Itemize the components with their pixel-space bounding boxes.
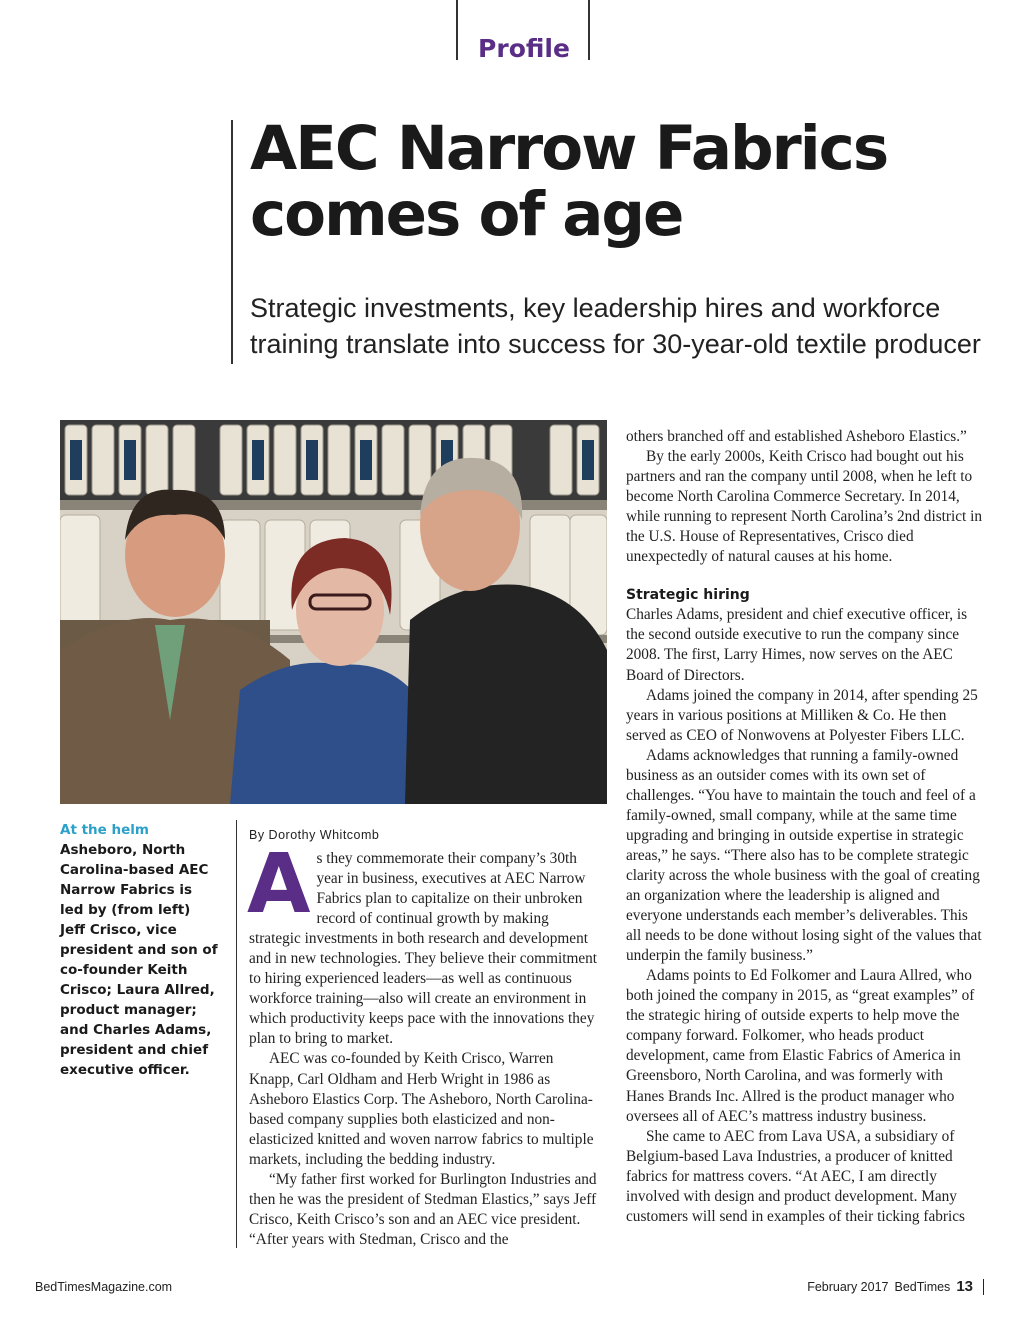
byline: By Dorothy Whitcomb [249,828,380,842]
paragraph [247,837,601,1049]
paragraph: Adams joined the company in 2014, after spending 25 years in various positions at Milliken & Co. He then served as CEO of Nonwovens at Polyester Fibers LLC. [626,686,978,744]
footer-folio [807,1278,984,1295]
headline-line-2: comes of age [250,179,683,250]
subheadline-line-1: Strategic investments, key leadership hires and workforce [250,293,941,323]
paragraph-text: s they commemorate their company’s 30th year in business, executives at AEC Narrow Fabrics plan to capitalize on their unbroken record of continual growth by making strategic investments in both research and development and in new technologies. They believe their commitment to hiring experienced leaders—as well as continuous workforce training—also will create an environment in which productivity keeps pace with the innovations they plan to bring to market. [249,850,598,1048]
footer-magazine: BedTimes [894,1279,951,1294]
page-number: 13 [956,1278,973,1295]
footer-site: BedTimesMagazine.com [35,1280,173,1294]
article-column-middle [247,837,601,1250]
headline [250,113,1020,250]
headline-line-1: AEC Narrow Fabrics [250,113,888,184]
dropcap: A [247,837,311,932]
paragraph: By the early 2000s, Keith Crisco had bought out his partners and ran the company until 2008, when he left to become North Carolina Commerce Secretary. In 2014, while running to represent North Carolina’s 2nd district in the U.S. House of Representatives, Crisco died unexpectedly of natural causes at his home. [626,448,983,566]
section-label: Profile [478,34,570,63]
headline-rule [231,120,233,364]
section-rule-right [588,0,590,60]
caption-lead: At the helm [60,822,149,838]
paragraph: Charles Adams, president and chief executive officer, is the second outside executive to run the company since 2008. The first, Larry Himes, now serves on the AEC Board of Directors. [626,606,968,684]
photo-caption [60,820,220,1080]
paragraph: Adams points to Ed Folkomer and Laura Allred, who both joined the company in 2015, as “great examples” of the strategic hiring of outside experts to help move the company forward. Folkomer, who heads product development, came from Elastic Fabrics of America in Greensboro, North Carolina, and was formerly with Hanes Brands Inc. Allred is the product manager who oversees all of AEC’s mattress industry business. [626,967,975,1125]
subheadline [250,290,1020,362]
article-column-right [626,427,982,1227]
caption-text: Asheboro, North Carolina-based AEC Narrow Fabrics is led by (from left) Jeff Crisco, vice president and son of co-founder Keith Crisco; Laura Allred, product manager; and Charles Adams, president and chief executive officer. [60,842,218,1078]
article-photo [60,420,607,804]
paragraph: “My father first worked for Burlington Industries and then he was the president of Stedman Elastics,” says Jeff Crisco, Keith Crisco’s son and an AEC vice president. “After years with Stedman, Crisco and the [249,1170,597,1248]
paragraph: AEC was co-founded by Keith Crisco, Warren Knapp, Carl Oldham and Herb Wright in 1986 as Asheboro Elastics Corp. The Asheboro, North Carolina-based company supplies both elasticized and non-elasticized knitted and woven narrow fabrics to multiple markets, including the bedding industry. [249,1050,594,1168]
paragraph: others branched off and established Asheboro Elastics.” [626,428,967,445]
footer-bar [983,1279,984,1295]
footer-issue: February 2017 [807,1279,889,1294]
subheadline-line-2: training translate into success for 30-year-old textile producer [250,329,981,359]
section-rule-left [456,0,458,60]
column-rule [236,820,237,1248]
section-subhead: Strategic hiring [626,587,750,604]
paragraph: She came to AEC from Lava USA, a subsidiary of Belgium-based Lava Industries, a producer of knitted fabrics for mattress covers. “At AEC, I am directly involved with design and product development. Many customers will send in examples of their ticking fabrics [626,1127,965,1225]
paragraph: Adams acknowledges that running a family-owned business as an outsider comes with its own set of challenges. “You have to maintain the touch and feel of a family-owned, small company, while at the same time upgrading and bringing in outside expertise in strategic areas,” he says. “There also has to be complete strategic clarity across the whole business with the goal of creating an organization where the leadership is aligned and everyone understands each member’s deliverables. This all needs to be done without losing sight of the values that underpin the family business.” [626,746,982,965]
